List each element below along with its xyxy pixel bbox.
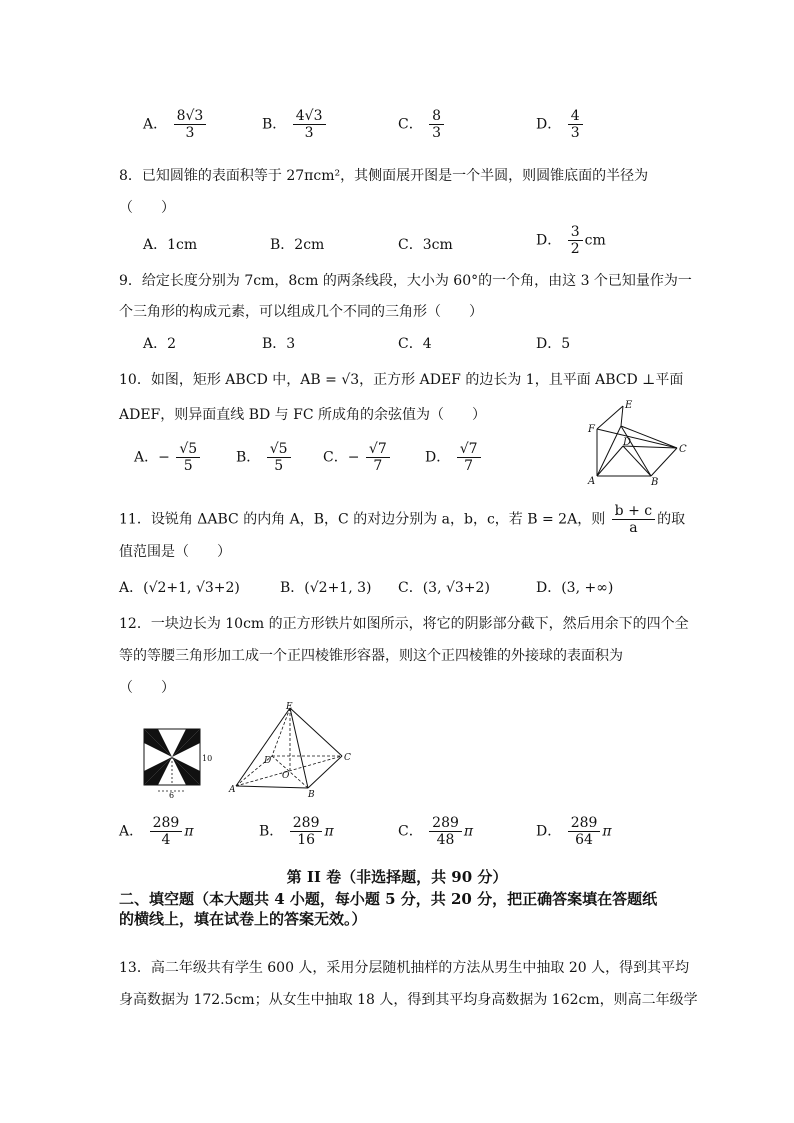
part2-title: 第 II 卷（非选择题，共 90 分） xyxy=(286,868,508,886)
section-heading-line1: 二、填空题（本大题共 4 小题，每小题 5 分，共 20 分，把正确答案填在答题纸 xyxy=(119,890,658,908)
q10-figure xyxy=(583,396,693,486)
q12-pyramid-figure xyxy=(228,700,358,800)
q10-option-d: D． $\frac{√7}{7}$ xyxy=(425,441,483,474)
q12-option-d: D． $\frac{289}{64}$ π xyxy=(536,815,612,848)
q10-label-a: A xyxy=(588,476,596,486)
q7-option-a: A． $\frac{8√3}{3}$ xyxy=(143,108,208,141)
q12-label-d: D xyxy=(264,756,272,766)
q12-option-c: C． $\frac{289}{48}$ π xyxy=(398,815,474,848)
q12-label-w: 6 xyxy=(169,791,175,800)
q11-stem-line2: 值范围是（ ） xyxy=(119,544,231,560)
q11-stem-line1 xyxy=(119,503,685,536)
q12-label-h: 5 xyxy=(173,772,179,781)
q10-option-b: B． $\frac{√5}{5}$ xyxy=(236,441,293,474)
q8-option-b: B．2cm xyxy=(270,237,325,253)
q8-option-d: D． $\frac{3}{2}$ cm xyxy=(536,224,606,257)
q10-option-c: C．− $\frac{√7}{7}$ xyxy=(323,441,392,474)
q12-option-a: A． $\frac{289}{4}$ π xyxy=(119,815,194,848)
q7-option-c: C． $\frac{8}{3}$ xyxy=(398,108,446,141)
q10-label-d: D xyxy=(623,437,632,448)
q12-label-a: A xyxy=(229,785,236,795)
q10-stem-line1: 10．如图，矩形 ABCD 中，AB = √3，正方形 ADEF 的边长为 1，且平面 ABCD ⊥平面 xyxy=(119,372,684,388)
q11-stem-tail: 的取 xyxy=(657,511,686,528)
q13-stem-line1: 13．高二年级共有学生 600 人，采用分层随机抽样的方法从男生中抽取 20 人，得到其平均 xyxy=(119,960,690,976)
q12-label-side: 10 xyxy=(202,754,213,763)
q12-stem-line1: 12．一块边长为 10cm 的正方形铁片如图所示，将它的阴影部分截下，然后用余下的四个全 xyxy=(119,616,689,632)
q11-option-a: A．(√2+1, √3+2) xyxy=(119,580,240,596)
q10-label-f: F xyxy=(588,424,595,435)
q9-option-d: D．5 xyxy=(536,336,571,352)
q11-fraction: $\frac{b + c}{a}$ xyxy=(612,503,655,536)
q12-label-o: O xyxy=(282,771,290,781)
q10-label-e: E xyxy=(625,400,633,411)
q12-label-b: B xyxy=(308,790,315,800)
q8-stem: 8．已知圆锥的表面积等于 27πcm²，其侧面展开图是一个半圆，则圆锥底面的半径为 xyxy=(119,168,649,184)
q12-label-e: E xyxy=(286,702,293,712)
q12-stem-line2: 等的等腰三角形加工成一个正四棱锥形容器，则这个正四棱锥的外接球的表面积为 xyxy=(119,648,623,664)
q10-stem-line2: ADEF，则异面直线 BD 与 FC 所成角的余弦值为（ ） xyxy=(119,407,487,423)
q13-stem-line2: 身高数据为 172.5cm；从女生中抽取 18 人，得到其平均身高数据为 162cm，则高二年级学 xyxy=(119,992,698,1008)
section-heading-line2: 的横线上，填在试卷上的答案无效。） xyxy=(119,910,367,928)
q12-label-c: C xyxy=(344,753,351,763)
q11-option-b: B．(√2+1, 3) xyxy=(280,580,372,596)
q8-option-a: A．1cm xyxy=(143,237,198,253)
q12-option-b: B． $\frac{289}{16}$ π xyxy=(259,815,334,848)
q8-option-c: C．3cm xyxy=(398,237,453,253)
q9-option-a: A．2 xyxy=(143,336,177,352)
q10-option-a: A．− $\frac{√5}{5}$ xyxy=(134,441,202,474)
q7-option-b: B． $\frac{4√3}{3}$ xyxy=(262,108,328,141)
q11-stem-text: 11．设锐角 ΔABC 的内角 A，B，C 的对边分别为 a，b，c，若 B = 2A，则 xyxy=(119,511,606,528)
q10-label-c: C xyxy=(679,444,687,455)
q9-option-b: B．3 xyxy=(262,336,296,352)
q7-option-d: D． $\frac{4}{3}$ xyxy=(536,108,585,141)
q9-stem-line1: 9．给定长度分别为 7cm，8cm 的两条线段，大小为 60°的一个角，由这 3 个已知量作为一 xyxy=(119,273,692,289)
q10-label-b: B xyxy=(651,477,659,486)
q11-option-c: C．(3, √3+2) xyxy=(398,580,490,596)
q8-paren: （ ） xyxy=(119,200,175,216)
q9-stem-line2: 个三角形的构成元素，可以组成几个不同的三角形（ ） xyxy=(119,304,483,320)
q11-option-d: D．(3, +∞) xyxy=(536,580,614,596)
q9-option-c: C．4 xyxy=(398,336,432,352)
q12-paren: （ ） xyxy=(119,680,175,696)
q12-square-figure xyxy=(140,725,215,800)
